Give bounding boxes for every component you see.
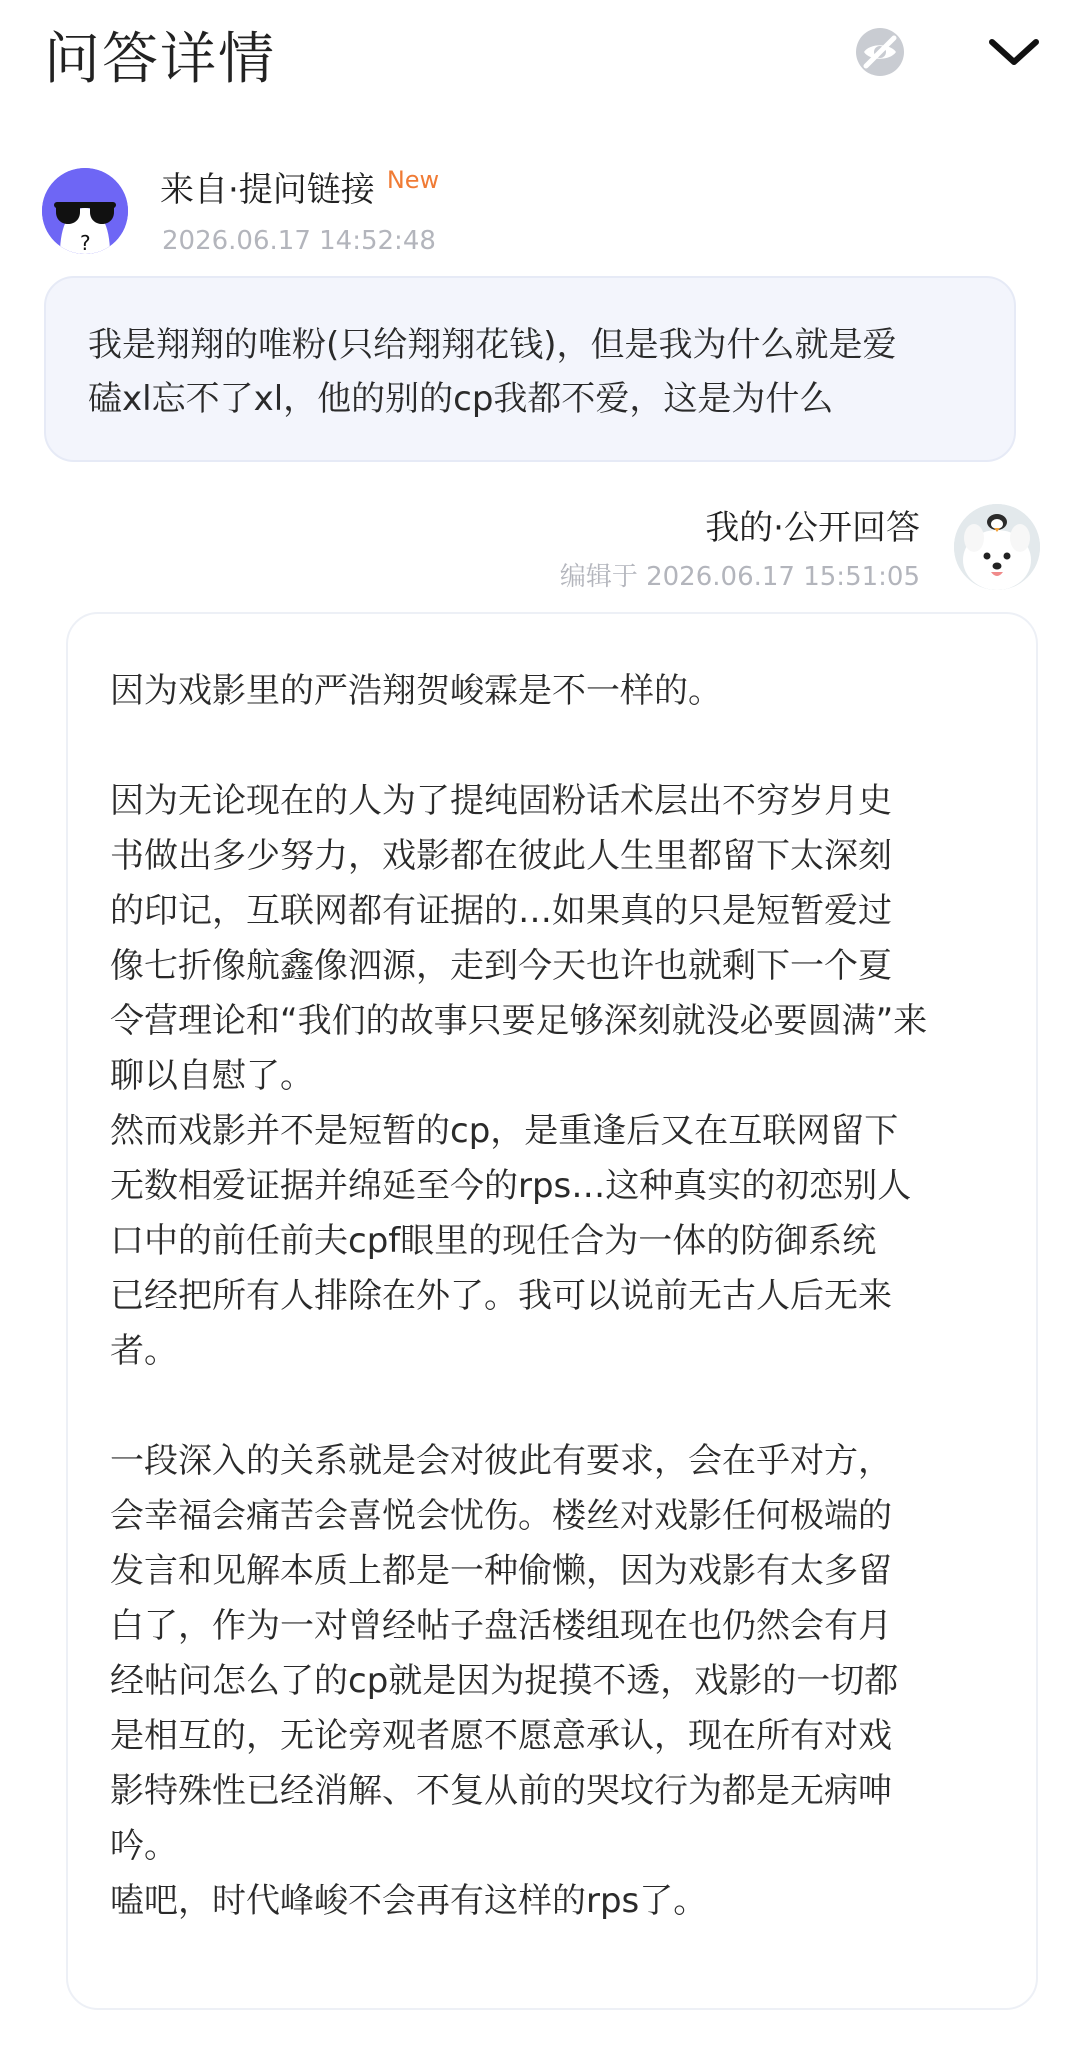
hide-toggle-button[interactable] — [848, 20, 912, 84]
collapse-button[interactable] — [982, 22, 1046, 86]
question-source-label: 来自·提问链接 — [160, 170, 375, 210]
eye-off-icon — [848, 20, 912, 84]
asker-info — [160, 166, 439, 214]
sunglasses-avatar-icon — [42, 168, 128, 254]
paragraph-spacer — [110, 719, 996, 774]
answer-card — [66, 612, 1038, 2010]
paragraph-spacer — [110, 1379, 996, 1434]
question-text: 我是翔翔的唯粉(只给翔翔花钱)，但是我为什么就是爱 磕xl忘不了xl，他的别的cp我都不爱，这是为什么 — [88, 325, 897, 419]
question-bubble — [44, 276, 1016, 462]
answer-paragraph: 因为戏影里的严浩翔贺峻霖是不一样的。 — [110, 671, 722, 711]
answer-paragraph: 因为无论现在的人为了提纯固粉话术层出不穷岁月史 书做出多少努力，戏影都在彼此人生里都留下太深刻 的印记，互联网都有证据的…如果真的只是短暂爱过 像七折像航鑫像泗源，走到今天也许也就剩下一个夏 令营理论和“我们的故事只要足够深刻就没必要圆满”来 聊以自慰了。 然而戏影并不是短暂的cp，是重逢后又在互联网留下 无数相爱证据并绵延至今的rps…这种真实的初恋别人 口中的前任前夫cpf眼里的现任合为一体的防御系统 已经把所有人排除在外了。我可以说前无古人后无来 者。 — [110, 781, 928, 1371]
header-bar — [0, 0, 1080, 120]
answer-edited-time: 编辑于 2026.06.17 15:51:05 — [559, 562, 920, 592]
answer-paragraph: 一段深入的关系就是会对彼此有要求，会在乎对方， 会幸福会痛苦会喜悦会忧伤。楼丝对戏影任何极端的 发言和见解本质上都是一种偷懒，因为戏影有太多留 白了，作为一对曾经帖子盘活楼组现在也仍然会有月 经帖问怎么了的cp就是因为捉摸不透，戏影的一切都 是相互的，无论旁观者愿不愿意承认，现在所有对戏 影特殊性已经消解、不复从前的哭坟行为都是无病呻 吟。 嗑吧，时代峰峻不会再有这样的rps了。 — [110, 1441, 899, 1921]
answerer-avatar[interactable] — [954, 504, 1040, 590]
svg-text:?: ? — [80, 231, 91, 254]
asker-avatar[interactable] — [42, 168, 128, 254]
samoyed-avatar-icon — [954, 504, 1040, 590]
new-badge: New — [386, 166, 440, 194]
question-timestamp: 2026.06.17 14:52:48 — [162, 226, 436, 256]
answer-author-row — [705, 504, 920, 552]
chevron-down-icon — [982, 22, 1046, 86]
answer-author-label: 我的·公开回答 — [705, 508, 920, 548]
page-title: 问答详情 — [44, 27, 276, 92]
